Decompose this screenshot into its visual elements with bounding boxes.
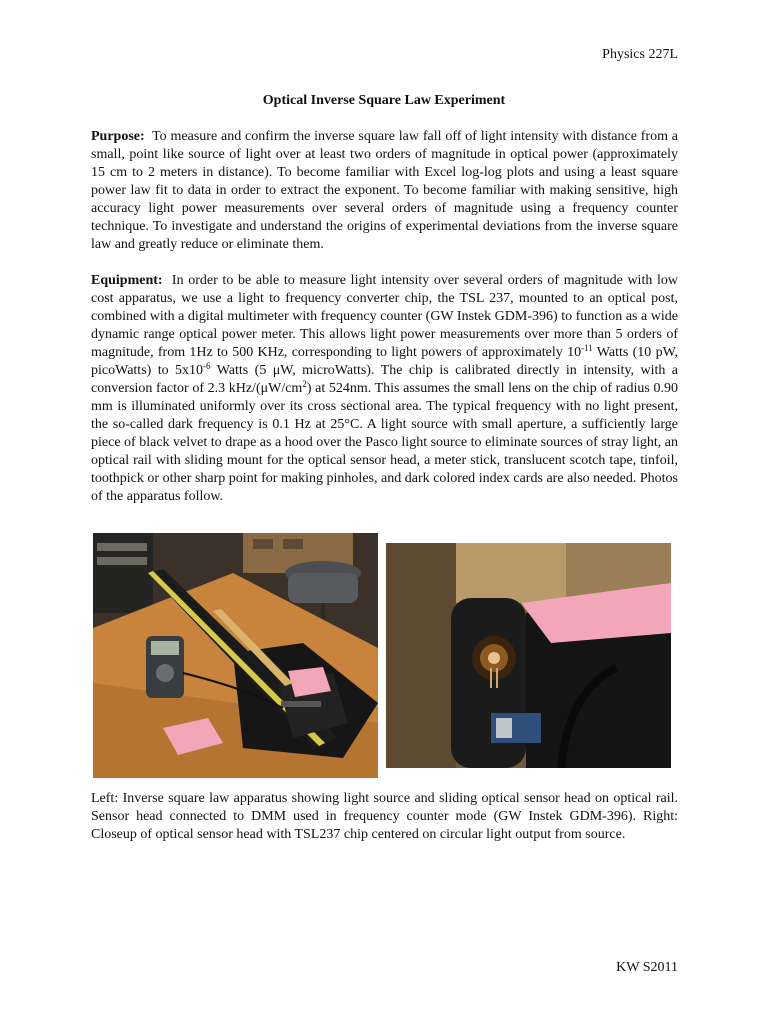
course-header: Physics 227L [602, 47, 678, 62]
figure-caption: Left: Inverse square law apparatus showing light source and sliding optical sensor head on optical rail. Sensor head connected to DMM used in frequency counter mode (GW Instek GDM-396). Right: Closeup of optical sensor head with TSL237 chip centered on circular light output from source. [91, 791, 678, 842]
equipment-text-2: Watts (10 pW, picoWatts) to 5x10 [91, 345, 678, 378]
footer-code: KW S2011 [616, 960, 678, 975]
purpose-text: To measure and confirm the inverse square law fall off of light intensity with distance from a small, point like source of light over at least two orders of magnitude in optical power (approximately 15 cm to 2 meters in distance). To become familiar with Excel log-log plots and using a least square power law fit to data in order to extract the exponent. To become familiar with making sensitive, high accuracy light power measurements over several orders of magnitude using a frequency counter technique. To investigate and understand the origins of experimental deviations from the inverse square law and greatly reduce or eliminate them. [91, 129, 679, 252]
exponent-1: -11 [581, 343, 593, 353]
page-title: Optical Inverse Square Law Experiment [262, 93, 506, 108]
purpose-label: Purpose: [91, 129, 145, 144]
equipment-text-1: In order to be able to measure light intensity over several orders of magnitude with low cost apparatus, we use a light to frequency converter chip, the TSL 237, mounted to an optical post, combined with a digital multimeter with frequency counter (GW Instek GDM-396) to function as a wide dynamic range optical power meter. This allows light power measurements over more than 5 orders of magnitude, from 1Hz to 500 KHz, corresponding to light powers of approximately 10 [91, 273, 678, 360]
sensor-closeup-photo [386, 543, 671, 768]
purpose-paragraph [91, 128, 678, 254]
apparatus-photo [93, 533, 378, 778]
exponent-2: -6 [203, 361, 211, 371]
equipment-text-4: ) at 524nm. This assumes the small lens on the chip of radius 0.90 mm is illuminated uniformly over its cross sectional area. The typical frequency with no light present, the so-called dark frequency is 0.1 Hz at 25°C. A light source with small aperture, a sufficiently large piece of black velvet to drape as a hood over the Pasco light source to eliminate sources of stray light, an optical rail with sliding mount for the optical sensor head, a meter stick, translucent scotch tape, tinfoil, toothpick or other sharp point for making pinholes, and dark colored index cards are also needed. Photos of the apparatus follow. [91, 381, 678, 504]
exponent-3: 2 [302, 379, 307, 389]
equipment-text-3: Watts (5 μW, microWatts). The chip is calibrated directly in intensity, with a conversion factor of 2.3 kHz/(μW/cm [91, 363, 678, 396]
equipment-label: Equipment: [91, 273, 163, 288]
equipment-paragraph [91, 272, 678, 506]
